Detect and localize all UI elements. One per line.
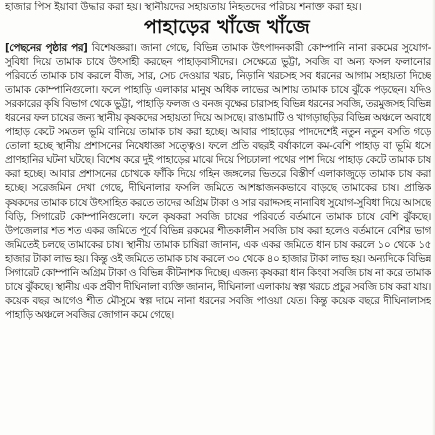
previous-article-tail: হাজার পিস ইয়াবা উদ্ধার করা হয়। স্থানীয়দের সহায়তায় নিহতদের পরিচয় শনাক্ত করা হয়। <box>5 1 362 13</box>
article-headline: পাহাড়ের খাঁজে খাঁজে <box>143 16 311 38</box>
continuation-marker: [পেছনের পৃষ্ঠার পর] <box>5 42 88 54</box>
article-text: বিশেষজ্ঞরা। জানা গেছে, বিভিন্ন তামাক উৎপাদনকারী কোম্পানি নানা রকমের সুযোগ-সুবিধা দিয়ে তামাক চাষে উৎসাহী করছেন পাহাড়বাসীদের। সেক্ষেত্রে ভুট্টা, সবজি বা অন্য ফসল ফলানোর পরিবর্তে তামাক চাষ করলে বীজ, সার, সেচ দেওয়ার খরচ, নিড়ানি খরচসহ সব ধরনের আগাম সহায়তা দিচ্ছে তামাক কোম্পানিগুলো। ফলে পাহাড়ি এলাকার মানুষ অধিক লাভের আশায় তামাক চাষে ঝুঁকে পড়ছেন। যদিও সরকারের কৃষি বিভাগ থেকে ভুট্টা, পাহাড়ি ফলজ ও বনজ বৃক্ষের চারাসহ বিভিন্ন ধরনের সবজি, তরমুজসহ বিভিন্ন ধরনের ফল চাষের জন্য স্থানীয় কৃষকদের সহায়তা দিয়ে আসছে। রাঙামাটি ও খাগড়াছড়ির বিভিন্ন অঞ্চলে অবাধে পাহাড় কেটে সমতল ভূমি বানিয়ে তামাক চাষ করা হচ্ছে। আবার পাহাড়ের পাদদেশেই নতুন নতুন বসতি গড়ে তোলা হচ্ছে স্থানীয় প্রশাসনের নিষেধাজ্ঞা সত্ত্বেও। ফলে প্রতি বছরই বর্ষাকালে কম-বেশি পাহাড় বা ভূমি ধসে প্রাণহানির ঘটনা ঘটছে। বিশেষ করে দুই পাহাড়ের মাঝে দিয়ে পিচঢালা পথের পাশ দিয়ে পাহাড় কেটে তামাক চাষ করা হচ্ছে। আবার প্রশাসনের চোখকে ফাঁকি দিয়ে গহিন জঙ্গলের ভিতরে বিস্তীর্ণ এলাকাজুড়ে তামাক চাষ করা হচ্ছে। সরেজমিন দেখা গেছে, দীঘিনালার ফসলি জমিতে আশঙ্কাজনকভাবে বাড়ছে তামাকের চাষ। প্রান্তিক কৃষকদের তামাক চাষে উৎসাহিত করতে তাদের অগ্রিম টাকা ও সার বরাদ্দসহ নানাবিধ সুযোগ-সুবিধা দিয়ে আসছে বিড়ি, সিগারেট কোম্পানিগুলো। ফলে কৃষকরা সবজি চাষের পরিবর্তে বর্তমানে তামাক চাষে বেশি ঝুঁকছে। উপজেলার শত শত একর জমিতে পূর্বে বিভিন্ন রকমের শীতকালীন সবজি চাষ করা হলেও বর্তমানে বেশির ভাগ জমিতেই চলছে তামাকের চাষ। স্থানীয় তামাক চাষিরা জানান, এক একর জমিতে ধান চাষ করলে ১০ থেকে ১৫ হাজার টাকা লাভ হয়। কিন্তু ওই জমিতে তামাক চাষ করলে ৩০ থেকে ৪০ হাজার টাকা লাভ হয়। অন্যদিকে বিভিন্ন সিগারেট কোম্পানি অগ্রিম টাকা ও বিভিন্ন কীটনাশক দিচ্ছে। এজন্য কৃষকরা ধান কিংবা সবজি চাষ না করে তামাক চাষে ঝুঁকছে। স্থানীয় এক প্রবীণ দীঘিনালা ব্যক্তি জানান, দীঘিনালা এলাকায় স্বল্প খরচে প্রচুর সবজি চাষ করা যায়। কয়েক বছর আগেও শীত মৌসুমে স্বল্প দামে নানা ধরনের সবজি পাওয়া যেত। কিন্তু কয়েক বছরে দীঘিনালাসহ পাহাড়ি অঞ্চলে সবজির জোগান কমে গেছে। <box>5 42 431 321</box>
article-body <box>5 41 431 433</box>
headline-row <box>5 15 431 39</box>
article-paragraph <box>5 41 431 322</box>
